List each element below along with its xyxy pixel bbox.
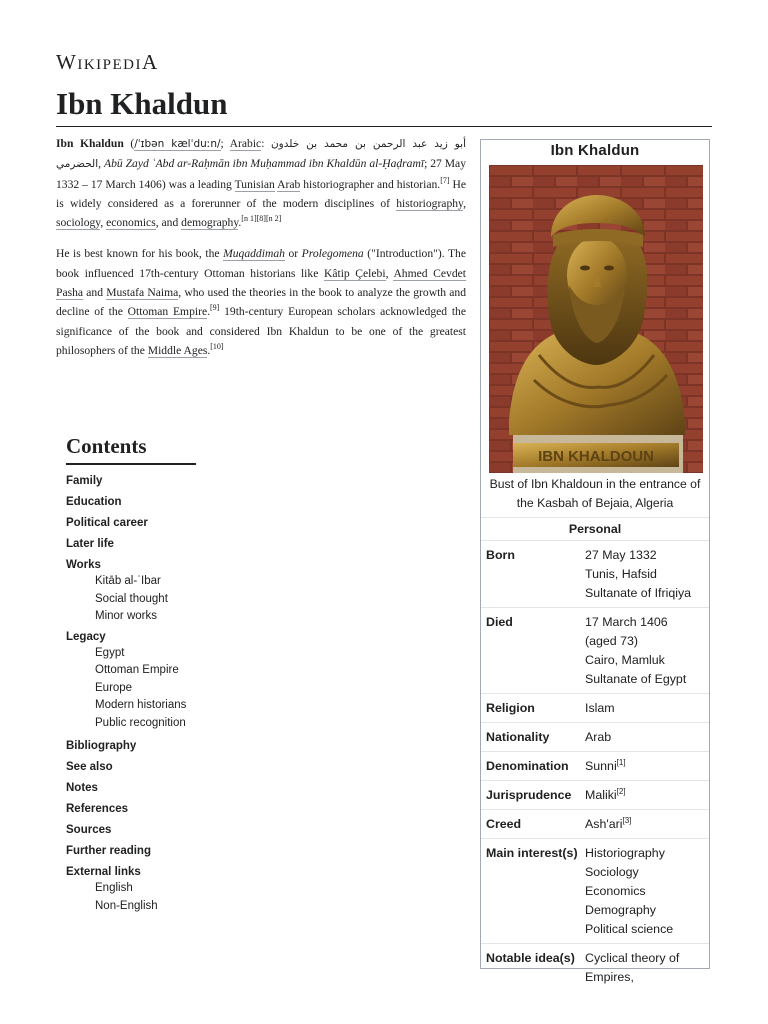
text: ; 27 May 1332 – 17 March 1406) was a leading bbox=[56, 157, 466, 191]
infobox-value bbox=[585, 613, 709, 689]
link-economics[interactable]: economics bbox=[106, 216, 156, 230]
toc-item-label: Works bbox=[66, 559, 101, 571]
link-ottoman-empire[interactable]: Ottoman Empire bbox=[127, 305, 208, 319]
infobox-value bbox=[585, 757, 709, 776]
infobox-label: Creed bbox=[486, 817, 522, 831]
infobox-label: Jurisprudence bbox=[486, 788, 572, 802]
muqaddimah-title: Muqaddimah bbox=[223, 247, 285, 261]
infobox-reference[interactable]: [1] bbox=[616, 757, 626, 767]
toc-item-label: Notes bbox=[66, 782, 98, 794]
toc-sublist bbox=[95, 573, 316, 626]
text: or bbox=[284, 247, 302, 261]
infobox-row-religion bbox=[481, 693, 709, 722]
article-lead bbox=[56, 134, 466, 372]
text: , and bbox=[155, 216, 182, 230]
toc-item-family[interactable] bbox=[66, 471, 316, 492]
transliterated-name: Abū Zayd ʿAbd ar-Raḥmān ibn Muḥammad ibn Khaldūn al-Ḥaḍramī bbox=[104, 157, 425, 171]
reference-7[interactable]: [7] bbox=[440, 175, 450, 185]
reference-9[interactable]: [9] bbox=[210, 303, 220, 313]
infobox-value-text: Sunni bbox=[585, 759, 617, 773]
text: ( bbox=[123, 137, 135, 150]
toc-subitem[interactable]: Egypt bbox=[95, 646, 125, 659]
infobox-value-text: Sultanate of Ifriqiya bbox=[585, 586, 692, 600]
text: , bbox=[463, 196, 466, 210]
wordmark-first: W bbox=[56, 50, 78, 74]
text: . bbox=[207, 305, 211, 319]
text: , bbox=[100, 216, 107, 230]
toc-item-see-also[interactable] bbox=[66, 757, 316, 778]
image-caption: Bust of Ibn Khaldoun in the entrance of the Kasbah of Bejaia, Algeria bbox=[489, 477, 701, 510]
toc-item-label: Political career bbox=[66, 517, 148, 529]
toc-item-sources[interactable] bbox=[66, 820, 316, 841]
link-ahmed-cevdet-pasha[interactable]: Ahmed Cevdet Pasha bbox=[56, 266, 466, 300]
toc-item-label: External links bbox=[66, 866, 141, 878]
toc-item-label: References bbox=[66, 803, 129, 815]
toc-subitem[interactable]: Minor works bbox=[95, 610, 157, 622]
infobox-label: Religion bbox=[486, 701, 535, 715]
toc-item-education[interactable] bbox=[66, 492, 316, 513]
infobox-value-text: Historiography bbox=[585, 846, 665, 860]
toc-item-label: Sources bbox=[66, 824, 112, 836]
reference-notes-group[interactable]: [n 1][8][n 2] bbox=[241, 214, 282, 224]
toc-item-notes[interactable] bbox=[66, 778, 316, 799]
text: historiographer and historian. bbox=[300, 177, 441, 191]
link-tunisian[interactable]: Tunisian bbox=[234, 177, 275, 191]
toc-subitem[interactable]: Public recognition bbox=[95, 716, 186, 729]
infobox-value-text: Empires, bbox=[585, 970, 634, 984]
infobox-value bbox=[585, 699, 709, 718]
toc-subitem[interactable]: Social thought bbox=[95, 592, 168, 605]
plaque-text: IBN KHALDOUN bbox=[538, 448, 654, 465]
text: ; bbox=[220, 137, 230, 150]
wordmark-middle: ikipedi bbox=[77, 50, 142, 74]
infobox-title: Ibn Khaldun bbox=[550, 142, 640, 159]
link-mustafa-naima[interactable]: Mustafa Naima bbox=[106, 286, 179, 300]
arabic-language-link[interactable]: Arabic bbox=[229, 137, 262, 150]
toc-item-bibliography[interactable] bbox=[66, 736, 316, 757]
text: 19th-century European scholars acknowledged the significance of the book and considered Ibn Khaldun to be one of the greatest philosophers of the bbox=[56, 305, 466, 357]
toc-item-later-life[interactable] bbox=[66, 534, 316, 555]
infobox-label: Died bbox=[486, 615, 513, 629]
link-katip-celebi[interactable]: Kâtip Çelebi bbox=[323, 266, 386, 280]
toc-item-label: Legacy bbox=[66, 630, 106, 643]
infobox-label: Notable idea(s) bbox=[486, 951, 575, 965]
toc-subitem[interactable]: English bbox=[95, 882, 133, 894]
lead-paragraph-1 bbox=[56, 134, 466, 232]
toc-item-label: See also bbox=[66, 761, 113, 773]
toc-heading: Contents bbox=[66, 434, 196, 465]
toc-subitem[interactable]: Non-English bbox=[95, 899, 158, 912]
infobox bbox=[480, 139, 710, 984]
text: He is best known for his book, the bbox=[56, 247, 224, 261]
bust-illustration bbox=[489, 165, 703, 473]
infobox-value-line bbox=[585, 670, 709, 689]
toc-list bbox=[66, 471, 316, 915]
infobox-value-text: Arab bbox=[585, 730, 612, 744]
infobox-row-nationality bbox=[481, 722, 709, 751]
infobox-value-text: 17 March 1406 bbox=[585, 615, 668, 629]
text: , bbox=[98, 157, 104, 171]
infobox-row-died bbox=[481, 607, 709, 693]
text: and bbox=[83, 286, 107, 300]
infobox-value bbox=[585, 815, 709, 834]
toc-item-further-reading[interactable] bbox=[66, 841, 316, 862]
toc-item-legacy[interactable] bbox=[66, 630, 316, 733]
infobox-reference[interactable]: [3] bbox=[622, 815, 632, 825]
infobox-value-line bbox=[585, 901, 709, 920]
infobox-value-text: Islam bbox=[585, 701, 615, 715]
infobox-value bbox=[585, 546, 709, 603]
toc-item-label: Education bbox=[66, 496, 122, 508]
infobox-value-line bbox=[585, 565, 709, 584]
arabic-name: أبو زيد عبد الرحمن بن محمد بن خلدون الحضرمي bbox=[56, 138, 467, 171]
link-historiography[interactable]: historiography bbox=[396, 196, 464, 210]
table-of-contents bbox=[66, 434, 316, 919]
infobox-value-line bbox=[585, 815, 709, 834]
infobox-label: Denomination bbox=[486, 759, 569, 773]
infobox-label: Nationality bbox=[486, 730, 550, 744]
infobox-value-line bbox=[585, 882, 709, 901]
infobox-value-text: Sultanate of Egypt bbox=[585, 672, 687, 686]
ipa-pronunciation-link[interactable]: /ˈɪbən kælˈduːn/ bbox=[134, 138, 221, 150]
infobox-value-text: Maliki bbox=[585, 788, 617, 802]
infobox-value-line bbox=[585, 728, 709, 747]
page-title: Ibn Khaldun bbox=[56, 86, 228, 121]
toc-item-works[interactable] bbox=[66, 558, 316, 626]
title-underline bbox=[56, 126, 712, 127]
infobox-section-personal: Personal bbox=[481, 517, 709, 540]
infobox-value-line bbox=[585, 584, 709, 603]
text: ("Introduction"). The book influenced 17th-century Ottoman historians like bbox=[56, 247, 466, 280]
infobox-row-born bbox=[481, 540, 709, 607]
infobox-value-line bbox=[585, 546, 709, 565]
infobox-value-line bbox=[585, 699, 709, 718]
infobox-label: Born bbox=[486, 548, 515, 562]
infobox-value-text: Political science bbox=[585, 922, 674, 936]
subject-name: Ibn Khaldun bbox=[56, 137, 124, 150]
text: , bbox=[385, 266, 394, 280]
toc-sublist bbox=[95, 880, 316, 915]
wordmark-last: A bbox=[141, 50, 159, 74]
lead-paragraph-2 bbox=[56, 244, 466, 360]
infobox-value-text: 27 May 1332 bbox=[585, 548, 657, 562]
infobox-row-main-interest-s bbox=[481, 838, 709, 943]
infobox-value-line bbox=[585, 968, 709, 987]
infobox-value-line bbox=[585, 632, 709, 651]
infobox-value-line bbox=[585, 920, 709, 939]
link-sociology[interactable]: sociology bbox=[56, 216, 101, 230]
toc-sublist bbox=[95, 645, 316, 733]
infobox-row-denomination bbox=[481, 751, 709, 780]
toc-item-label: Family bbox=[66, 475, 103, 487]
link-demography[interactable]: demography bbox=[181, 216, 239, 230]
infobox-value-text: Cyclical theory of bbox=[585, 951, 680, 965]
infobox-row-jurisprudence bbox=[481, 780, 709, 809]
link-muqaddimah[interactable] bbox=[223, 247, 285, 261]
infobox-value bbox=[585, 728, 709, 747]
infobox-label: Main interest(s) bbox=[486, 846, 578, 860]
infobox-value-text: (aged 73) bbox=[585, 634, 639, 648]
toc-subitem[interactable]: Modern historians bbox=[95, 699, 187, 711]
toc-item-label: Bibliography bbox=[66, 740, 137, 752]
infobox-value-line bbox=[585, 757, 709, 776]
infobox-value-line bbox=[585, 613, 709, 632]
toc-item-political-career[interactable] bbox=[66, 513, 316, 534]
toc-subitem[interactable]: Ottoman Empire bbox=[95, 664, 179, 676]
bust-image[interactable] bbox=[489, 165, 703, 473]
infobox-value-line bbox=[585, 651, 709, 670]
infobox-row-creed bbox=[481, 809, 709, 838]
infobox-value bbox=[585, 786, 709, 805]
infobox-value-text: Tunis, Hafsid bbox=[585, 567, 657, 581]
infobox-reference[interactable]: [2] bbox=[616, 786, 626, 796]
text: . bbox=[207, 343, 211, 357]
infobox-value-line bbox=[585, 786, 709, 805]
toc-item-label: Later life bbox=[66, 538, 114, 550]
infobox-value-line bbox=[585, 844, 709, 863]
wikipedia-wordmark[interactable] bbox=[56, 50, 159, 75]
reference-10[interactable]: [10] bbox=[210, 342, 224, 352]
text: . bbox=[238, 216, 242, 230]
infobox-rows bbox=[481, 540, 709, 991]
toc-item-references[interactable] bbox=[66, 799, 316, 820]
infobox-value-text: Ash'ari bbox=[585, 817, 623, 831]
toc-item-label: Further reading bbox=[66, 845, 151, 857]
toc-item-external-links[interactable] bbox=[66, 865, 316, 915]
infobox-value-line bbox=[585, 949, 709, 968]
text: : bbox=[261, 137, 271, 150]
text: He is widely considered as a forerunner of the modern disciplines of bbox=[56, 177, 466, 210]
link-middle-ages[interactable]: Middle Ages bbox=[147, 343, 208, 357]
infobox-value bbox=[585, 844, 709, 939]
infobox-row-notable-idea-s bbox=[481, 943, 709, 991]
infobox-value-text: Cairo, Mamluk bbox=[585, 653, 665, 667]
infobox-value bbox=[585, 949, 709, 987]
infobox-value-text: Sociology bbox=[585, 865, 639, 879]
infobox-value-line bbox=[585, 863, 709, 882]
text: , who used the theories in the book to analyze the growth and decline of the bbox=[56, 286, 467, 319]
prolegomena-title: Prolegomena bbox=[301, 247, 364, 261]
toc-subitem[interactable]: Europe bbox=[95, 681, 133, 694]
infobox-value-text: Demography bbox=[585, 903, 656, 917]
infobox-value-text: Economics bbox=[585, 884, 646, 898]
link-arab[interactable]: Arab bbox=[277, 177, 301, 191]
toc-subitem[interactable]: Kitāb al-ʿIbar bbox=[95, 575, 161, 587]
